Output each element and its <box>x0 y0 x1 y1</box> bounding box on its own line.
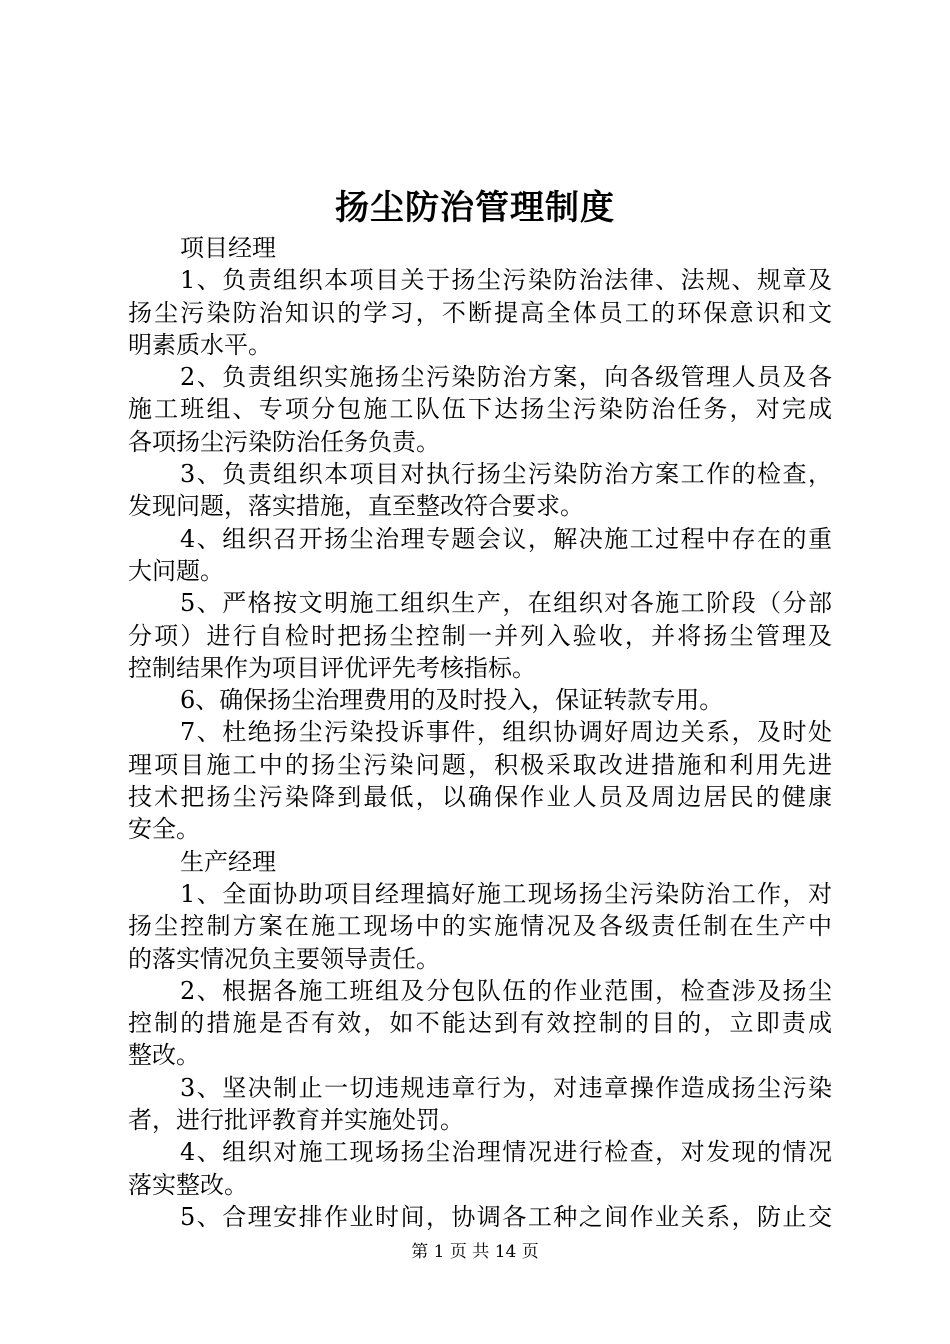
paragraph-line: 4、组织召开扬尘治理专题会议，解决施工过程中存在的重 <box>180 524 832 553</box>
paragraph-line: 整改。 <box>128 1041 200 1070</box>
paragraph-line: 落实整改。 <box>128 1170 248 1199</box>
paragraph-line: 1、全面协助项目经理搞好施工现场扬尘污染防治工作，对 <box>180 879 832 908</box>
paragraph-line: 5、严格按文明施工组织生产，在组织对各施工阶段（分部 <box>180 589 832 618</box>
section-heading: 生产经理 <box>180 847 276 876</box>
paragraph-line: 3、坚决制止一切违规违章行为，对违章操作造成扬尘污染 <box>180 1073 832 1102</box>
paragraph-line: 发现问题，落实措施，直至整改符合要求。 <box>128 492 584 521</box>
paragraph-line: 6、确保扬尘治理费用的及时投入，保证转款专用。 <box>180 686 724 715</box>
paragraph-line: 大问题。 <box>128 556 224 585</box>
paragraph-line: 者，进行批评教育并实施处罚。 <box>128 1106 464 1135</box>
paragraph-line: 的落实情况负主要领导责任。 <box>128 944 440 973</box>
paragraph-line: 扬尘污染防治知识的学习，不断提高全体员工的环保意识和文 <box>128 298 832 327</box>
paragraph-line: 各项扬尘污染防治任务负责。 <box>128 427 440 456</box>
page-footer: 第 1 页 共 14 页 <box>411 1242 539 1262</box>
paragraph-line: 分项）进行自检时把扬尘控制一并列入验收，并将扬尘管理及 <box>128 621 832 650</box>
paragraph-line: 理项目施工中的扬尘污染问题，积极采取改进措施和利用先进 <box>128 750 832 779</box>
paragraph-line: 安全。 <box>128 815 200 844</box>
section-heading: 项目经理 <box>180 234 276 262</box>
paragraph-line: 7、杜绝扬尘污染投诉事件，组织协调好周边关系，及时处 <box>180 718 832 747</box>
paragraph-line: 1、负责组织本项目关于扬尘污染防治法律、法规、规章及 <box>180 266 832 295</box>
paragraph-line: 明素质水平。 <box>128 330 272 359</box>
paragraph-line: 4、组织对施工现场扬尘治理情况进行检查，对发现的情况 <box>180 1138 832 1167</box>
paragraph-line: 控制结果作为项目评优评先考核指标。 <box>128 653 536 682</box>
paragraph-line: 技术把扬尘污染降到最低，以确保作业人员及周边居民的健康 <box>128 783 832 812</box>
paragraph-line: 3、负责组织本项目对执行扬尘污染防治方案工作的检查， <box>180 460 832 489</box>
document-body <box>128 232 832 1233</box>
paragraph-line: 扬尘控制方案在施工现场中的实施情况及各级责任制在生产中 <box>128 912 832 941</box>
paragraph-line: 控制的措施是否有效，如不能达到有效控制的目的，立即责成 <box>128 1009 832 1038</box>
document-title: 扬尘防治管理制度 <box>335 188 615 228</box>
paragraph-line: 2、负责组织实施扬尘污染防治方案，向各级管理人员及各 <box>180 363 832 392</box>
paragraph-line: 施工班组、专项分包施工队伍下达扬尘污染防治任务，对完成 <box>128 395 832 424</box>
paragraph-line: 5、合理安排作业时间，协调各工种之间作业关系，防止交 <box>180 1202 832 1231</box>
paragraph-line: 2、根据各施工班组及分包队伍的作业范围，检查涉及扬尘 <box>180 976 832 1005</box>
